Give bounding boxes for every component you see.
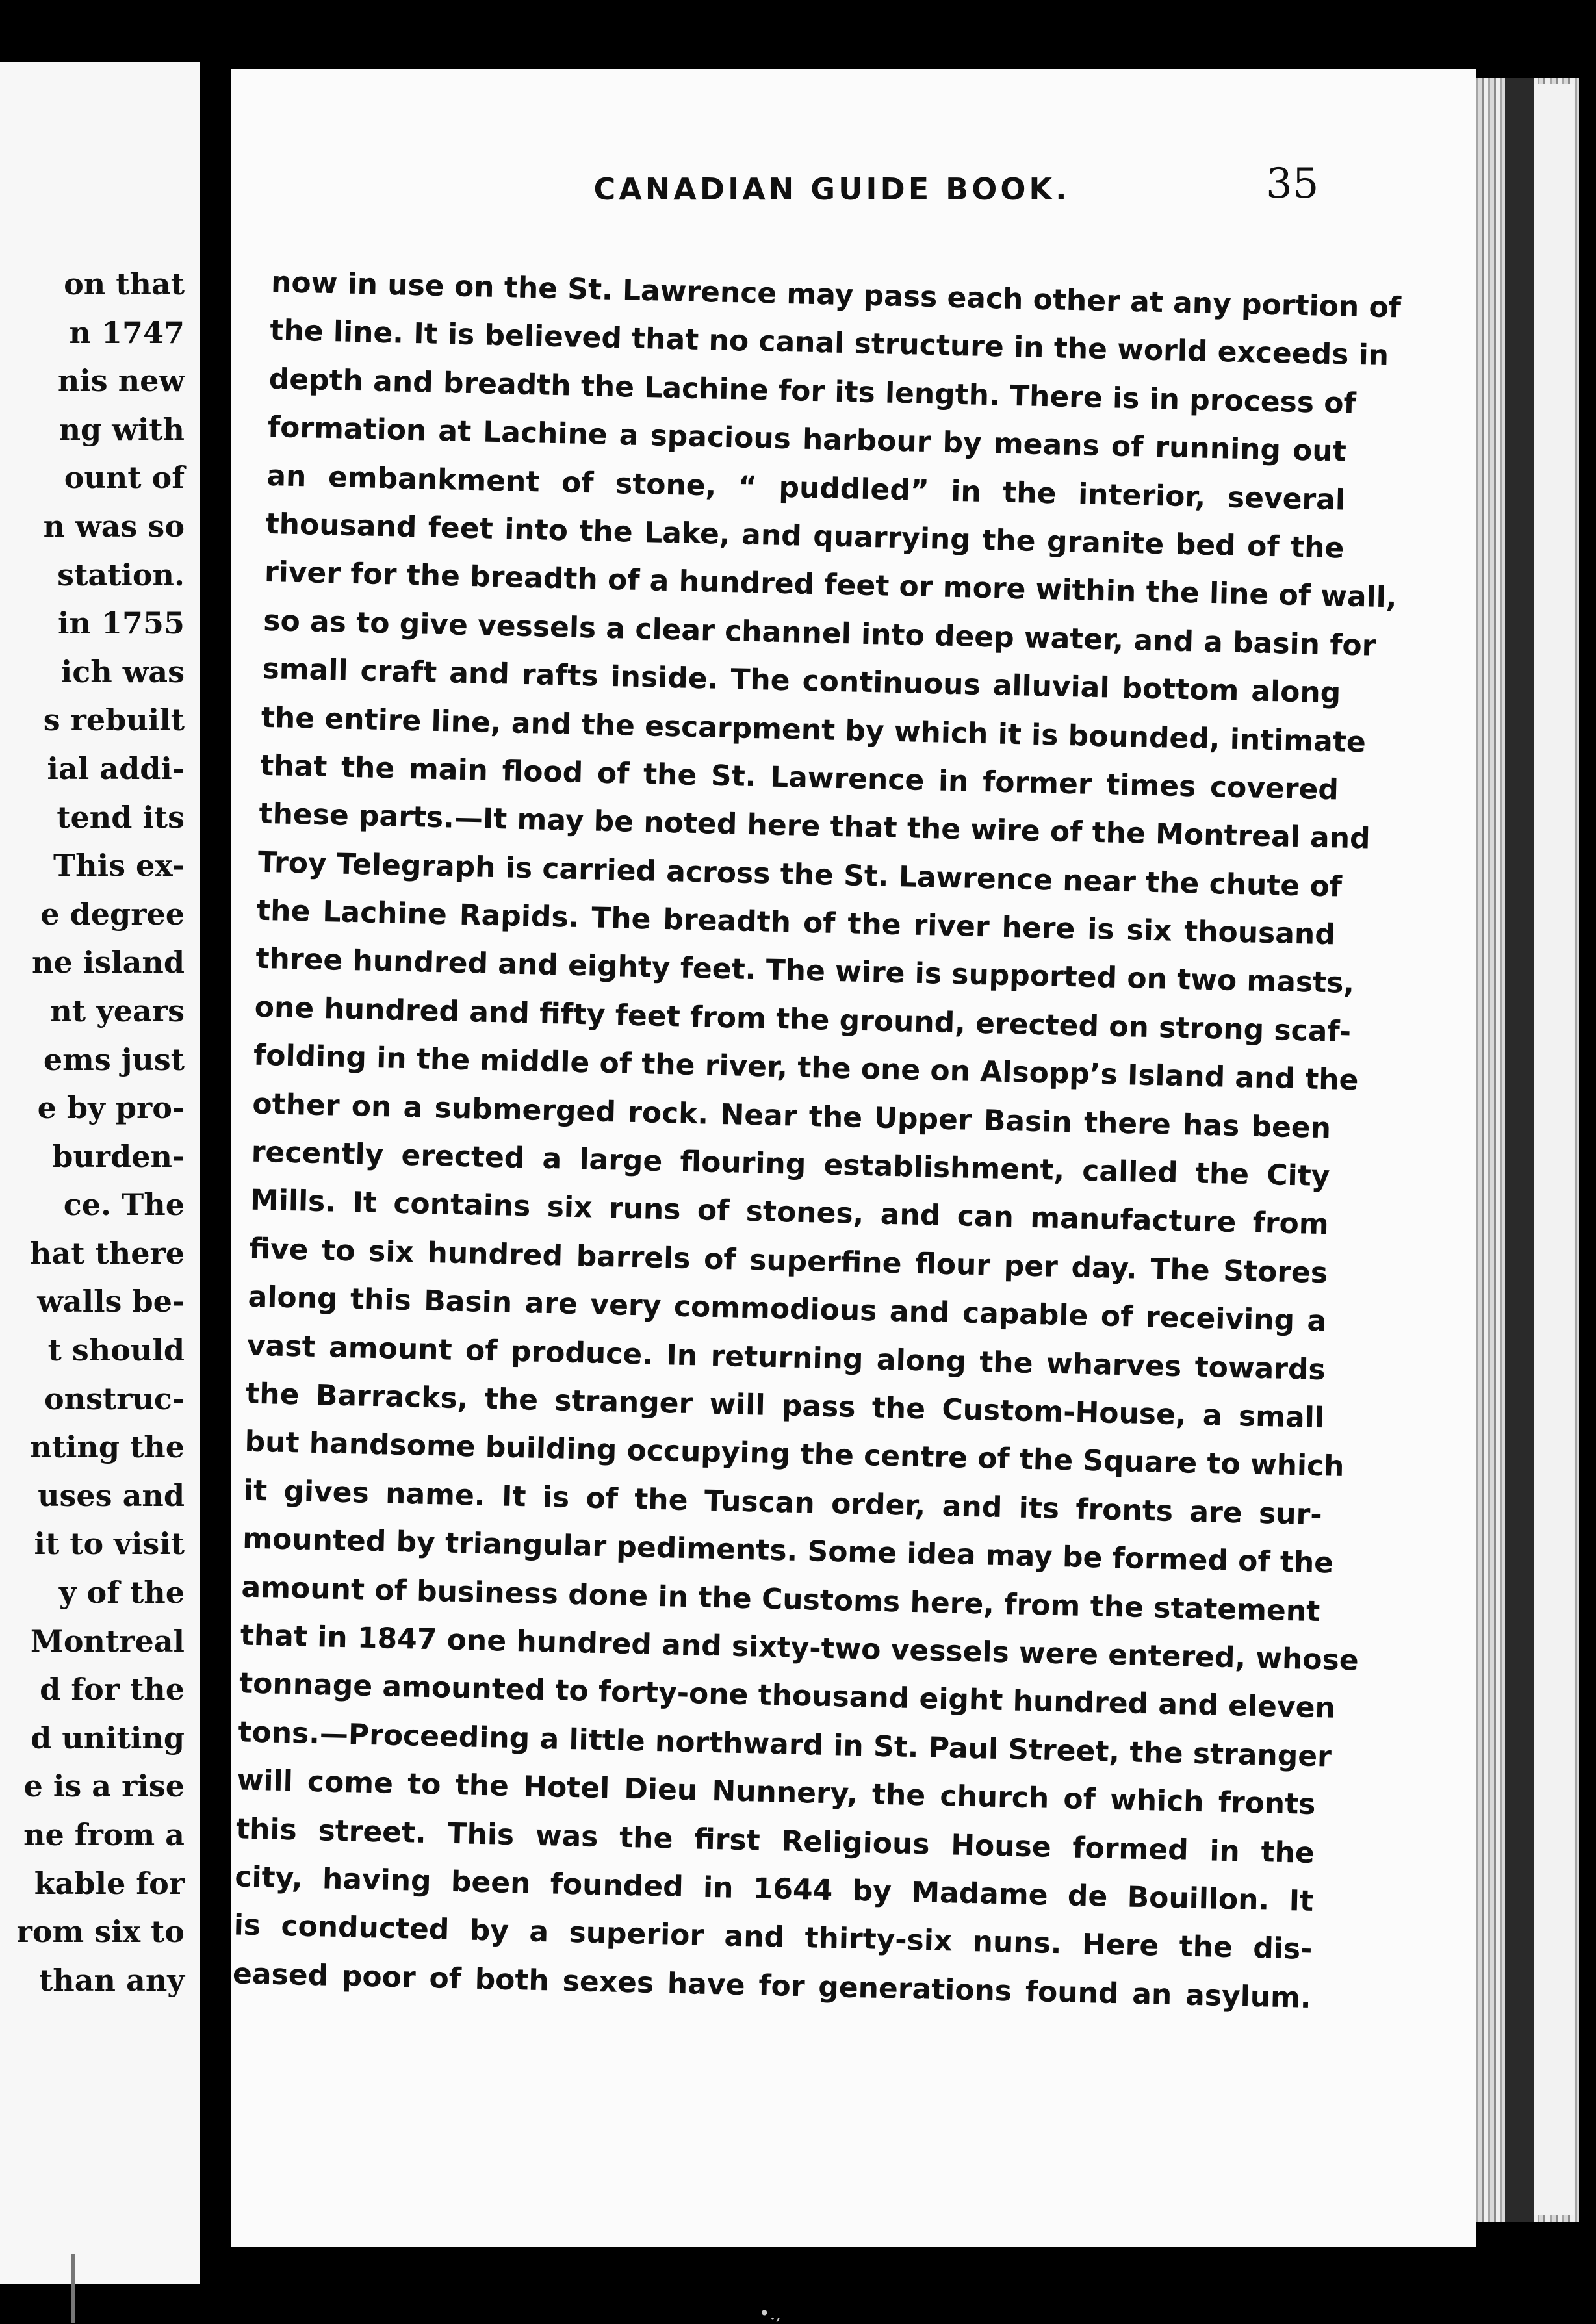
text-line: the Lachine Rapids. The breadth of the river here is six thousand	[256, 893, 1336, 952]
left-page-line: burden-	[52, 1138, 185, 1174]
text-line: other on a submerged rock. Near the Upper Basin there has been	[251, 1087, 1332, 1145]
left-page-line: ne from a	[23, 1817, 185, 1852]
text-line: it gives name. It is of the Tuscan order, and its fronts are sur-	[243, 1474, 1323, 1531]
left-page-line: d uniting	[31, 1720, 185, 1756]
text-line: folding in the middle of the river, the one on Alsopp’s Island and the	[253, 1038, 1359, 1097]
text-line: three hundred and eighty feet. The wire is supported on two masts,	[255, 942, 1355, 1001]
text-line: five to six hundred barrels of superfine flour per day. The Stores	[248, 1232, 1328, 1290]
text-line: amount of business done in the Customs here, from the statement	[241, 1570, 1320, 1628]
left-page-line: s rebuilt	[43, 702, 185, 738]
text-line: mounted by triangular pediments. Some idea may be formed of the	[242, 1522, 1334, 1580]
left-page-line: onstruc-	[44, 1381, 185, 1416]
text-line: these parts.—It may be noted here that the wire of the Montreal and	[259, 797, 1371, 856]
text-line: this street. This was the first Religious House formed in the	[235, 1811, 1315, 1870]
text-line: city, having been founded in 1644 by Madame de Bouillon. It	[234, 1860, 1314, 1918]
left-page-line: n 1747	[69, 314, 185, 350]
left-page-line: nt years	[50, 993, 185, 1028]
left-page-line: ems just	[43, 1041, 185, 1077]
left-page-line: it to visit	[34, 1526, 185, 1562]
text-line: but handsome building occupying the centre of the Square to which	[244, 1425, 1345, 1484]
text-line: depth and breadth the Lachine for its length. There is in process of	[268, 362, 1357, 420]
left-page-line: d for the	[40, 1672, 185, 1707]
text-line: that the main flood of the St. Lawrence in former times covered	[259, 748, 1339, 807]
text-line: vast amount of produce. In returning along the wharves towards	[246, 1329, 1326, 1386]
left-page-line: on that	[64, 266, 185, 301]
text-line: Mills. It contains six runs of stones, and can manufacture from	[250, 1184, 1330, 1242]
left-page-line: ich was	[60, 654, 185, 689]
left-page-line: ce. The	[63, 1187, 185, 1223]
left-page-line: ne island	[32, 945, 185, 980]
text-line: that in 1847 one hundred and sixty-two vessels were entered, whose	[240, 1618, 1359, 1678]
text-line: eased poor of both sexes have for generations found an asylum.	[232, 1956, 1312, 2015]
bottom-marks: •.,	[759, 2303, 782, 2324]
text-line: small craft and rafts inside. The continuous alluvial bottom along	[262, 652, 1341, 710]
book-edge-highlight	[1534, 84, 1574, 2215]
left-page-line: ount of	[64, 460, 185, 496]
text-line: now in use on the St. Lawrence may pass each other at any portion of	[270, 265, 1402, 325]
left-page-line: This ex-	[53, 848, 185, 884]
text-line: tonnage amounted to forty-one thousand eight hundred and eleven	[238, 1666, 1336, 1726]
text-line: river for the breadth of a hundred feet or more within the line of wall,	[264, 555, 1398, 615]
left-page-line: uses and	[38, 1477, 185, 1513]
left-page-line: y of the	[58, 1575, 185, 1611]
text-line: tons.—Proceeding a little northward in St. Paul Street, the stranger	[237, 1715, 1332, 1774]
text-line: thousand feet into the Lake, and quarrying the granite bed of the	[265, 507, 1345, 565]
left-page-line: e degree	[40, 896, 185, 932]
left-page-line: e by pro-	[37, 1090, 185, 1126]
text-line: the line. It is believed that no canal structure in the world exceeds in	[269, 314, 1389, 373]
gutter-mark	[71, 2254, 75, 2323]
left-page-line: than any	[39, 1962, 185, 1998]
text-line: the entire line, and the escarpment by which it is bounded, intimate	[261, 700, 1367, 759]
left-page-line: tend its	[57, 799, 185, 835]
left-facing-page	[0, 62, 200, 2284]
book-edge-shadow	[1505, 78, 1534, 2222]
text-line: formation at Lachine a spacious harbour by means of running out	[267, 411, 1347, 468]
text-line: an embankment of stone, “ puddled” in the interior, several	[266, 459, 1346, 517]
left-page-text	[0, 260, 185, 2004]
left-page-line: n was so	[43, 508, 185, 544]
left-page-line: t should	[47, 1333, 185, 1368]
left-page-line: ial addi-	[47, 750, 185, 786]
running-title: CANADIAN GUIDE BOOK.	[593, 172, 1070, 207]
text-line: the Barracks, the stranger will pass the Custom-House, a small	[245, 1377, 1325, 1435]
left-page-line: nting the	[30, 1429, 185, 1465]
text-line: one hundred and fifty feet from the ground, erected on strong scaf-	[254, 990, 1352, 1049]
left-page-line: nis new	[57, 363, 185, 399]
text-line: along this Basin are very commodious and capable of receiving a	[248, 1280, 1327, 1338]
text-line: so as to give vessels a clear channel into deep water, and a basin for	[263, 604, 1376, 663]
left-page-line: walls be-	[37, 1284, 185, 1320]
left-page-line: in 1755	[58, 606, 185, 641]
text-line: is conducted by a superior and thirty-six nuns. Here the dis-	[233, 1908, 1313, 1967]
left-page-line: rom six to	[16, 1914, 185, 1950]
page-number: 35	[1266, 160, 1319, 208]
text-line: Troy Telegraph is carried across the St. Lawrence near the chute of	[257, 845, 1343, 904]
left-page-line: e is a rise	[23, 1769, 185, 1804]
left-page-line: ng with	[58, 411, 185, 447]
left-page-line: hat there	[30, 1235, 185, 1271]
text-line: recently erected a large flouring establishment, called the City	[251, 1135, 1330, 1194]
body-text	[232, 259, 1402, 2023]
left-page-line: kable for	[34, 1865, 185, 1901]
text-line: will come to the Hotel Dieu Nunnery, the church of which fronts	[237, 1763, 1317, 1822]
left-page-line: Montreal	[30, 1623, 185, 1659]
left-page-line: station.	[57, 557, 185, 593]
